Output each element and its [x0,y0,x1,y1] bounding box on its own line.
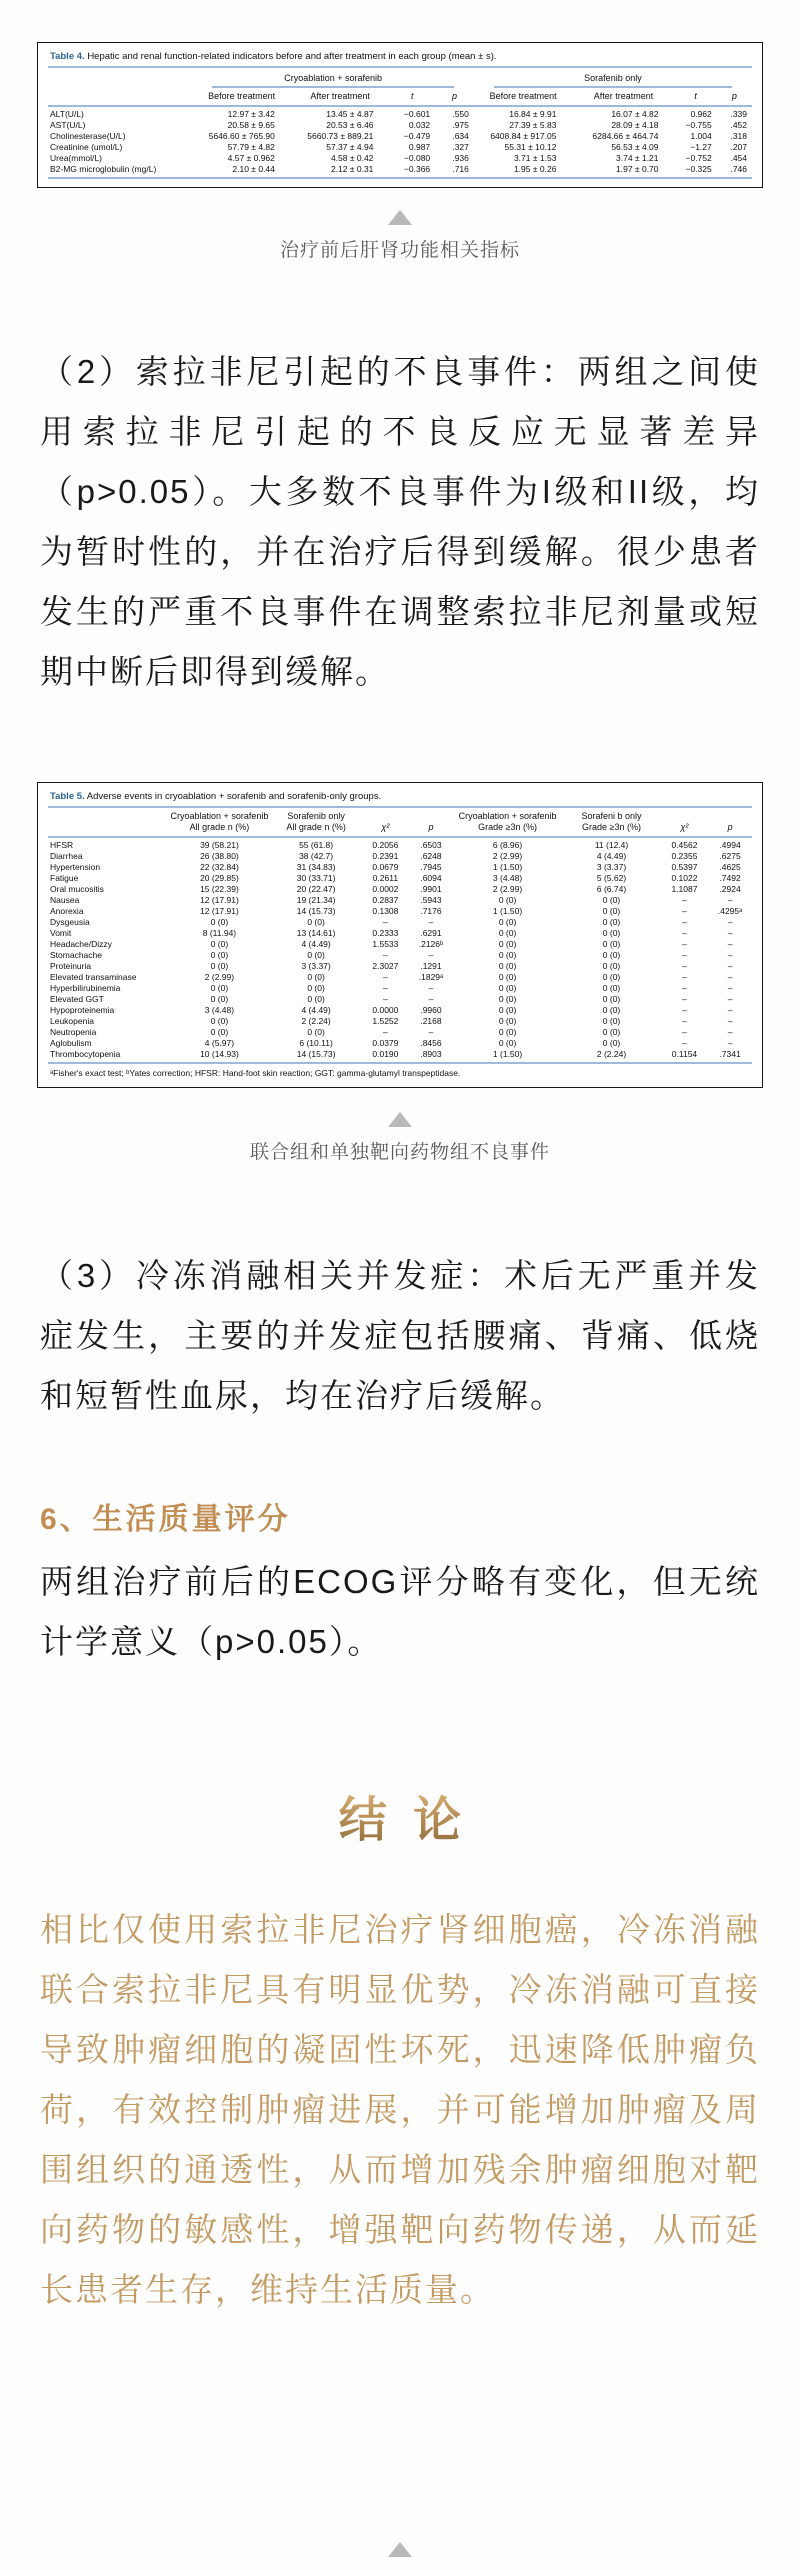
section-heading-qol: 6、生活质量评分 [40,1503,291,1536]
col-header: After treatment [572,88,674,106]
table-row: Nausea 12 (17.91) 19 (21.34) 0.2837 .5943 0 (0) 0 (0) – – [50,895,733,905]
paragraph-complications: （3）冷冻消融相关并发症：术后无严重并发症发生，主要的并发症包括腰痛、背痛、低烧和短暂性血尿，均在治疗后缓解。 [40,1257,760,1414]
table5-title-text: Adverse events in cryoablation + sorafenib and sorafenib-only groups. [86,791,382,802]
col-header: Cryoablation + sorafenib All grade n (%) [168,808,270,837]
table5-title [48,789,752,808]
col-header: χ² [661,808,708,837]
paragraph-adverse-events: （2）索拉非尼引起的不良事件：两组之间使用索拉非尼引起的不良反应无显著差异（p>0.05）。大多数不良事件为I级和II级，均为暂时性的，并在治疗后得到缓解。很少患者发生的严重不良事件在调整索拉非尼剂量或短期中断后即得到缓解。 [40,353,760,690]
col-header: p [435,88,474,106]
table5-label: Table 5. [50,791,85,802]
table5-figure [37,782,763,1088]
table4-group2: Sorafenib only [494,72,732,88]
table-row: Cholinesterase(U/L) 5646.60 ± 765.90 5660.73 ± 889.21 −0.479 .634 6408.84 ± 917.05 6284.66 ± 464.74 1.004 .318 [50,131,747,141]
col-header: p [717,88,752,106]
table-row: Vomit 8 (11.94) 13 (14.61) 0.2333 .6291 0 (0) 0 (0) – – [50,928,733,938]
col-header: Sorafenib only All grade n (%) [271,808,362,837]
table4-title-text: Hepatic and renal function-related indicators before and after treatment in each group (mean ± s). [87,51,497,62]
table5-footnote: ᵃFisher's exact test; ᵇYates correction; HFSR: Hand-foot skin reaction; GGT: gamma-glutamyl transpeptidase. [50,1068,461,1078]
table-row: HFSR 39 (58.21) 55 (61.8) 0.2056 .6503 6 (8.96) 11 (12.4) 0.4562 .4994 [50,840,741,850]
table-row: Elevated transaminase 2 (2.99) 0 (0) – .1829ᵃ 0 (0) 0 (0) – – [50,972,733,982]
table4-figure [37,42,763,188]
col-header: Sorafeni b only Grade ≥3n (%) [562,808,660,837]
table-row: Neutropenia 0 (0) 0 (0) – – 0 (0) 0 (0) – – [50,1027,733,1037]
table-row: Headache/Dizzy 0 (0) 4 (4.49) 1.5533 .2126ᵇ 0 (0) 0 (0) – – [50,939,733,949]
table-row: Leukopenia 0 (0) 2 (2.24) 1.5252 .2168 0 (0) 0 (0) – – [50,1016,733,1026]
col-header: t [675,88,717,106]
collapse-arrow-icon [388,210,412,225]
table-row: Hyperbilirubinemia 0 (0) 0 (0) – – 0 (0) 0 (0) – – [50,983,733,993]
table-row: Aglobulism 4 (5.97) 6 (10.11) 0.0379 .8456 0 (0) 0 (0) – – [50,1038,733,1048]
table-row: Urea(mmol/L) 4.57 ± 0.962 4.58 ± 0.42 −0.080 .936 3.71 ± 1.53 3.74 ± 1.21 −0.752 .454 [50,153,747,163]
table-row: Creatinine (umol/L) 57.79 ± 4.82 57.37 ± 4.94 0.987 .327 55.31 ± 10.12 56.53 ± 4.09 −1.27 .207 [50,142,747,152]
table-row: ALT(U/L) 12.97 ± 3.42 13.45 ± 4.87 −0.601 .550 16.84 ± 9.91 16.07 ± 4.82 0.962 .339 [50,109,747,119]
col-header: p [708,808,752,837]
table-row: Anorexia 12 (17.91) 14 (15.73) 0.1308 .7176 1 (1.50) 0 (0) – .4295ᵃ [50,906,743,916]
table-row: Dysgeusia 0 (0) 0 (0) – – 0 (0) 0 (0) – – [50,917,733,927]
table-row: AST(U/L) 20.58 ± 9.65 20.53 ± 6.46 0.032 .975 27.39 ± 5.83 28.09 ± 4.18 −0.755 .452 [50,120,747,130]
table4-title [48,49,752,68]
table-row: Hypertension 22 (32.84) 31 (34.83) 0.0679 .7945 1 (1.50) 3 (3.37) 0.5397 .4625 [50,862,741,872]
table4-label: Table 4. [50,51,85,62]
table-row: Thrombocytopenia 10 (14.93) 14 (15.73) 0.0190 .8903 1 (1.50) 2 (2.24) 0.1154 .7341 [50,1049,741,1059]
col-header: After treatment [291,88,390,106]
table4-caption: 治疗前后肝肾功能相关指标 [279,240,520,261]
table4-group-row [48,68,752,88]
col-header: χ² [362,808,409,837]
col-header: p [409,808,453,837]
col-header: Before treatment [192,88,291,106]
table5 [48,808,752,1064]
paragraph-conclusion: 相比仅使用索拉非尼治疗肾细胞癌，冷冻消融联合索拉非尼具有明显优势，冷冻消融可直接导致肿瘤细胞的凝固性坏死，迅速降低肿瘤负荷，有效控制肿瘤进展，并可能增加肿瘤及周围组织的通透性，从而增加残余肿瘤细胞对靶向药物的敏感性，增强靶向药物传递，从而延长患者生存，维持生活质量。 [40,1911,760,2308]
table-row: Stomachache 0 (0) 0 (0) – – 0 (0) 0 (0) – – [50,950,733,960]
table-row: Diarrhea 26 (38.80) 38 (42.7) 0.2391 .6248 2 (2.99) 4 (4.49) 0.2355 .6275 [50,851,741,861]
table-row: Fatigue 20 (29.85) 30 (33.71) 0.2611 .6094 3 (4.48) 5 (5.62) 0.1022 .7492 [50,873,741,883]
conclusion-heading: 结论 [0,1790,800,1852]
col-header: t [389,88,435,106]
col-header: Cryoablation + sorafenib Grade ≥3n (%) [453,808,562,837]
table-row: Hypoproteinemia 3 (4.48) 4 (4.49) 0.0000 .9960 0 (0) 0 (0) – – [50,1005,733,1015]
table-row: B2-MG microglobulin (mg/L) 2.10 ± 0.44 2.12 ± 0.31 −0.366 .716 1.95 ± 0.26 1.97 ± 0.70 −0.325 .746 [50,164,747,174]
table4 [48,68,752,179]
table-row: Elevated GGT 0 (0) 0 (0) – – 0 (0) 0 (0) – – [50,994,733,1004]
table-row: Proteinuria 0 (0) 3 (3.37) 2.3027 .1291 0 (0) 0 (0) – – [50,961,733,971]
collapse-arrow-icon [388,1112,412,1127]
table5-caption: 联合组和单独靶向药物组不良事件 [249,1142,550,1163]
col-header: Before treatment [474,88,573,106]
table5-header-row [48,808,752,837]
table-row: Oral mucositis 15 (22.39) 20 (22.47) 0.0002 .9901 2 (2.99) 6 (6.74) 1.1087 .2924 [50,884,741,894]
paragraph-qol: 两组治疗前后的ECOG评分略有变化，但无统计学意义（p>0.05）。 [40,1563,760,1660]
table4-group1: Cryoablation + sorafenib [212,72,454,88]
table4-header-row [48,88,752,106]
collapse-arrow-icon [388,2542,412,2557]
